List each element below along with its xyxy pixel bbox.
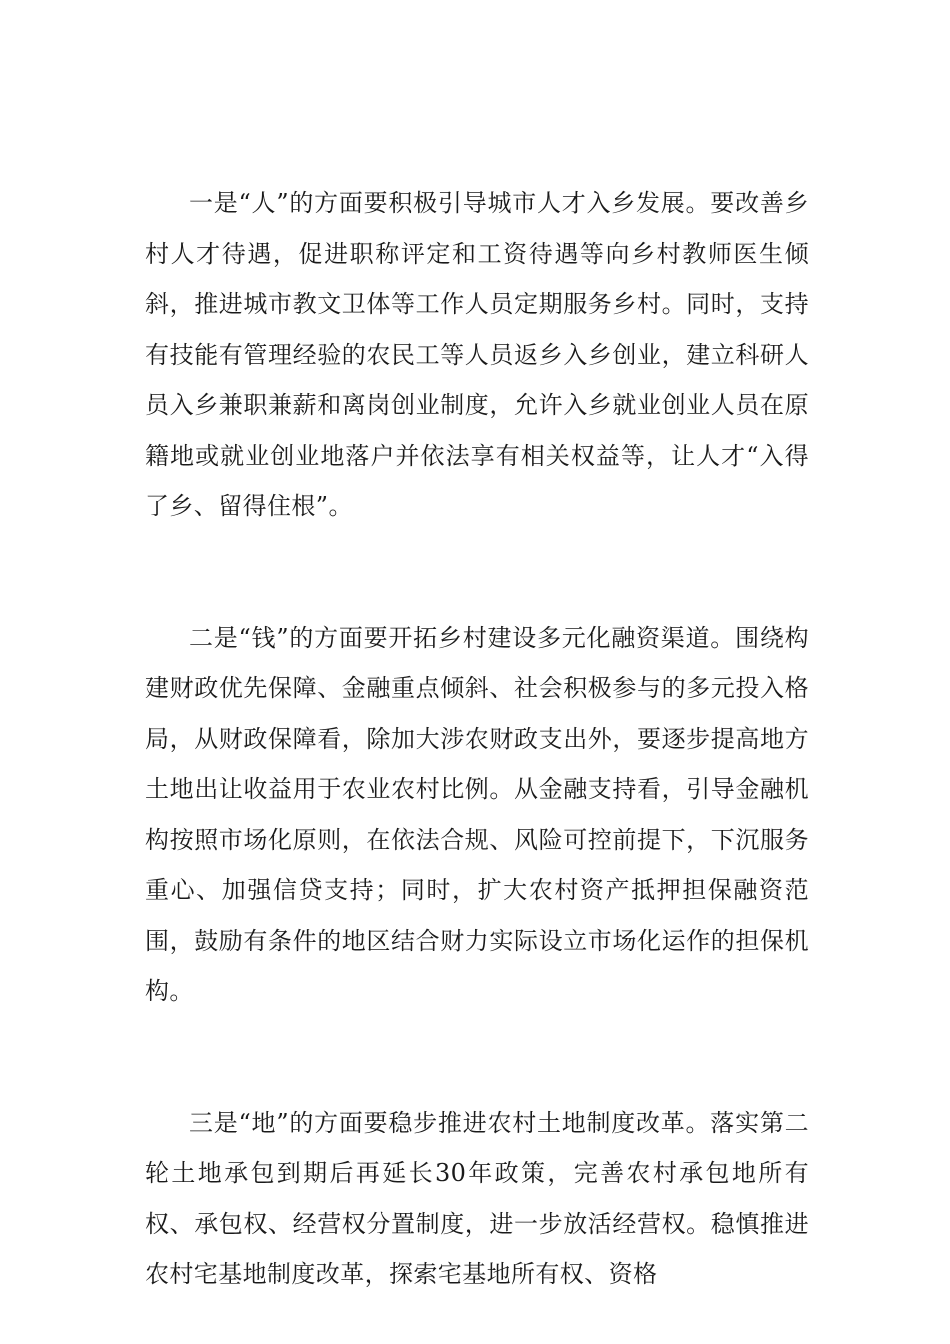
paragraph-finance: 二是“钱”的方面要开拓乡村建设多元化融资渠道。围绕构建财政优先保障、金融重点倾斜、社会积极参与的多元投入格局，从财政保障看，除加大涉农财政支出外，要逐步提高地方土地出让收益用于农业农村比例。从金融支持看，引导金融机构按照市场化原则，在依法合规、风险可控前提下，下沉服务重心、加强信贷支持；同时，扩大农村资产抵押担保融资范围，鼓励有条件的地区结合财力实际设立市场化运作的担保机构。 (145, 623, 809, 1005)
document-body (145, 178, 809, 1300)
paragraph-talent: 一是“人”的方面要积极引导城市人才入乡发展。要改善乡村人才待遇，促进职称评定和工资待遇等向乡村教师医生倾斜，推进城市教文卫体等工作人员定期服务乡村。同时，支持有技能有管理经验的农民工等人员返乡入乡创业，建立科研人员入乡兼职兼薪和离岗创业制度，允许入乡就业创业人员在原籍地或就业创业地落户并依法享有相关权益等，让人才“入得了乡、留得住根”。 (145, 189, 809, 520)
paragraph-land: 三是“地”的方面要稳步推进农村土地制度改革。落实第二轮土地承包到期后再延长30年政策，完善农村承包地所有权、承包权、经营权分置制度，进一步放活经营权。稳慎推进农村宅基地制度改革，探索宅基地所有权、资格 (145, 1108, 809, 1288)
